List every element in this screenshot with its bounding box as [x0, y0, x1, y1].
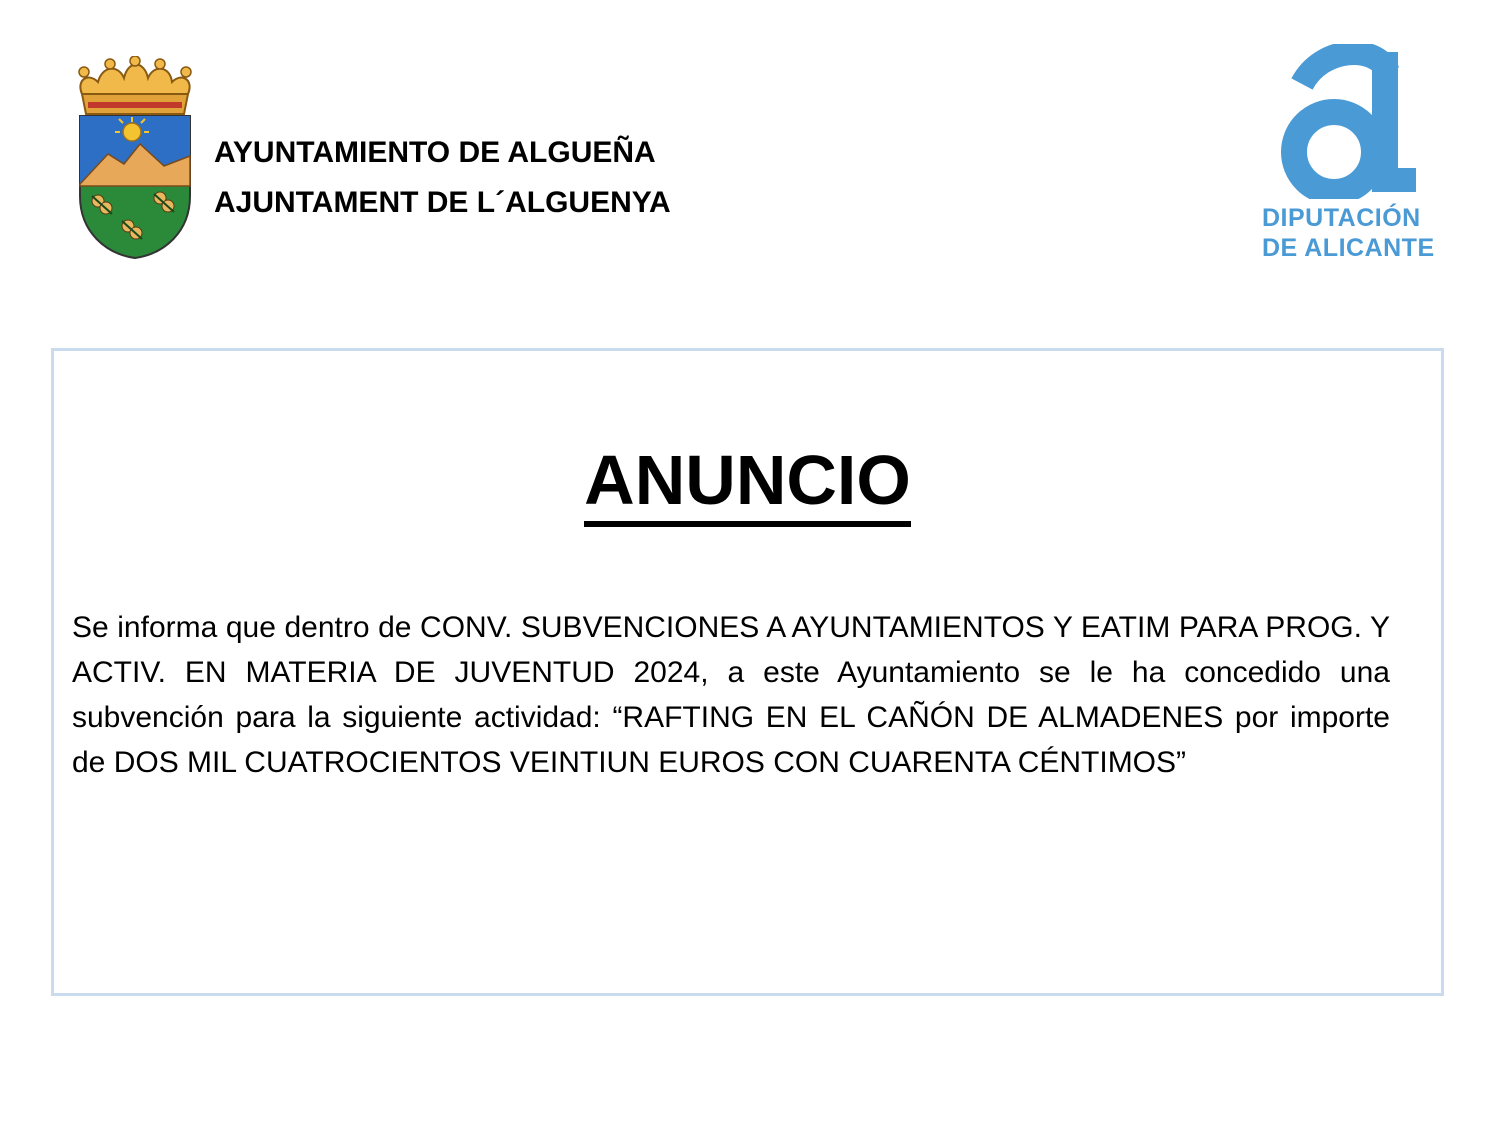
municipality-header: [214, 128, 774, 228]
header-title-valencian: AJUNTAMENT DE L´ALGUENYA: [214, 186, 671, 219]
diputacion-line-1: DIPUTACIÓN: [1262, 204, 1421, 232]
diputacion-logo: [1258, 44, 1438, 264]
diputacion-name: [1262, 203, 1438, 263]
notice-title: [54, 435, 1441, 527]
notice-title-text: ANUNCIO: [584, 439, 911, 527]
diputacion-line-2: DE ALICANTE: [1262, 234, 1435, 262]
municipal-coat-of-arms-icon: [68, 56, 202, 260]
header-title-spanish: AYUNTAMIENTO DE ALGUEÑA: [214, 136, 656, 169]
notice-body: Se informa que dentro de CONV. SUBVENCIONES A AYUNTAMIENTOS Y EATIM PARA PROG. Y ACTIV. EN MATERIA DE JUVENTUD 2024, a este Ayuntamiento se le ha concedido una subvención para la siguiente actividad: “RAFTING EN EL CAÑÓN DE ALMADENES por importe de DOS MIL CUATROCIENTOS VEINTIUN EUROS CON CUARENTA CÉNTIMOS”: [72, 611, 1390, 779]
notice-box: [51, 348, 1444, 996]
diputacion-a-letter-icon: [1272, 44, 1432, 199]
